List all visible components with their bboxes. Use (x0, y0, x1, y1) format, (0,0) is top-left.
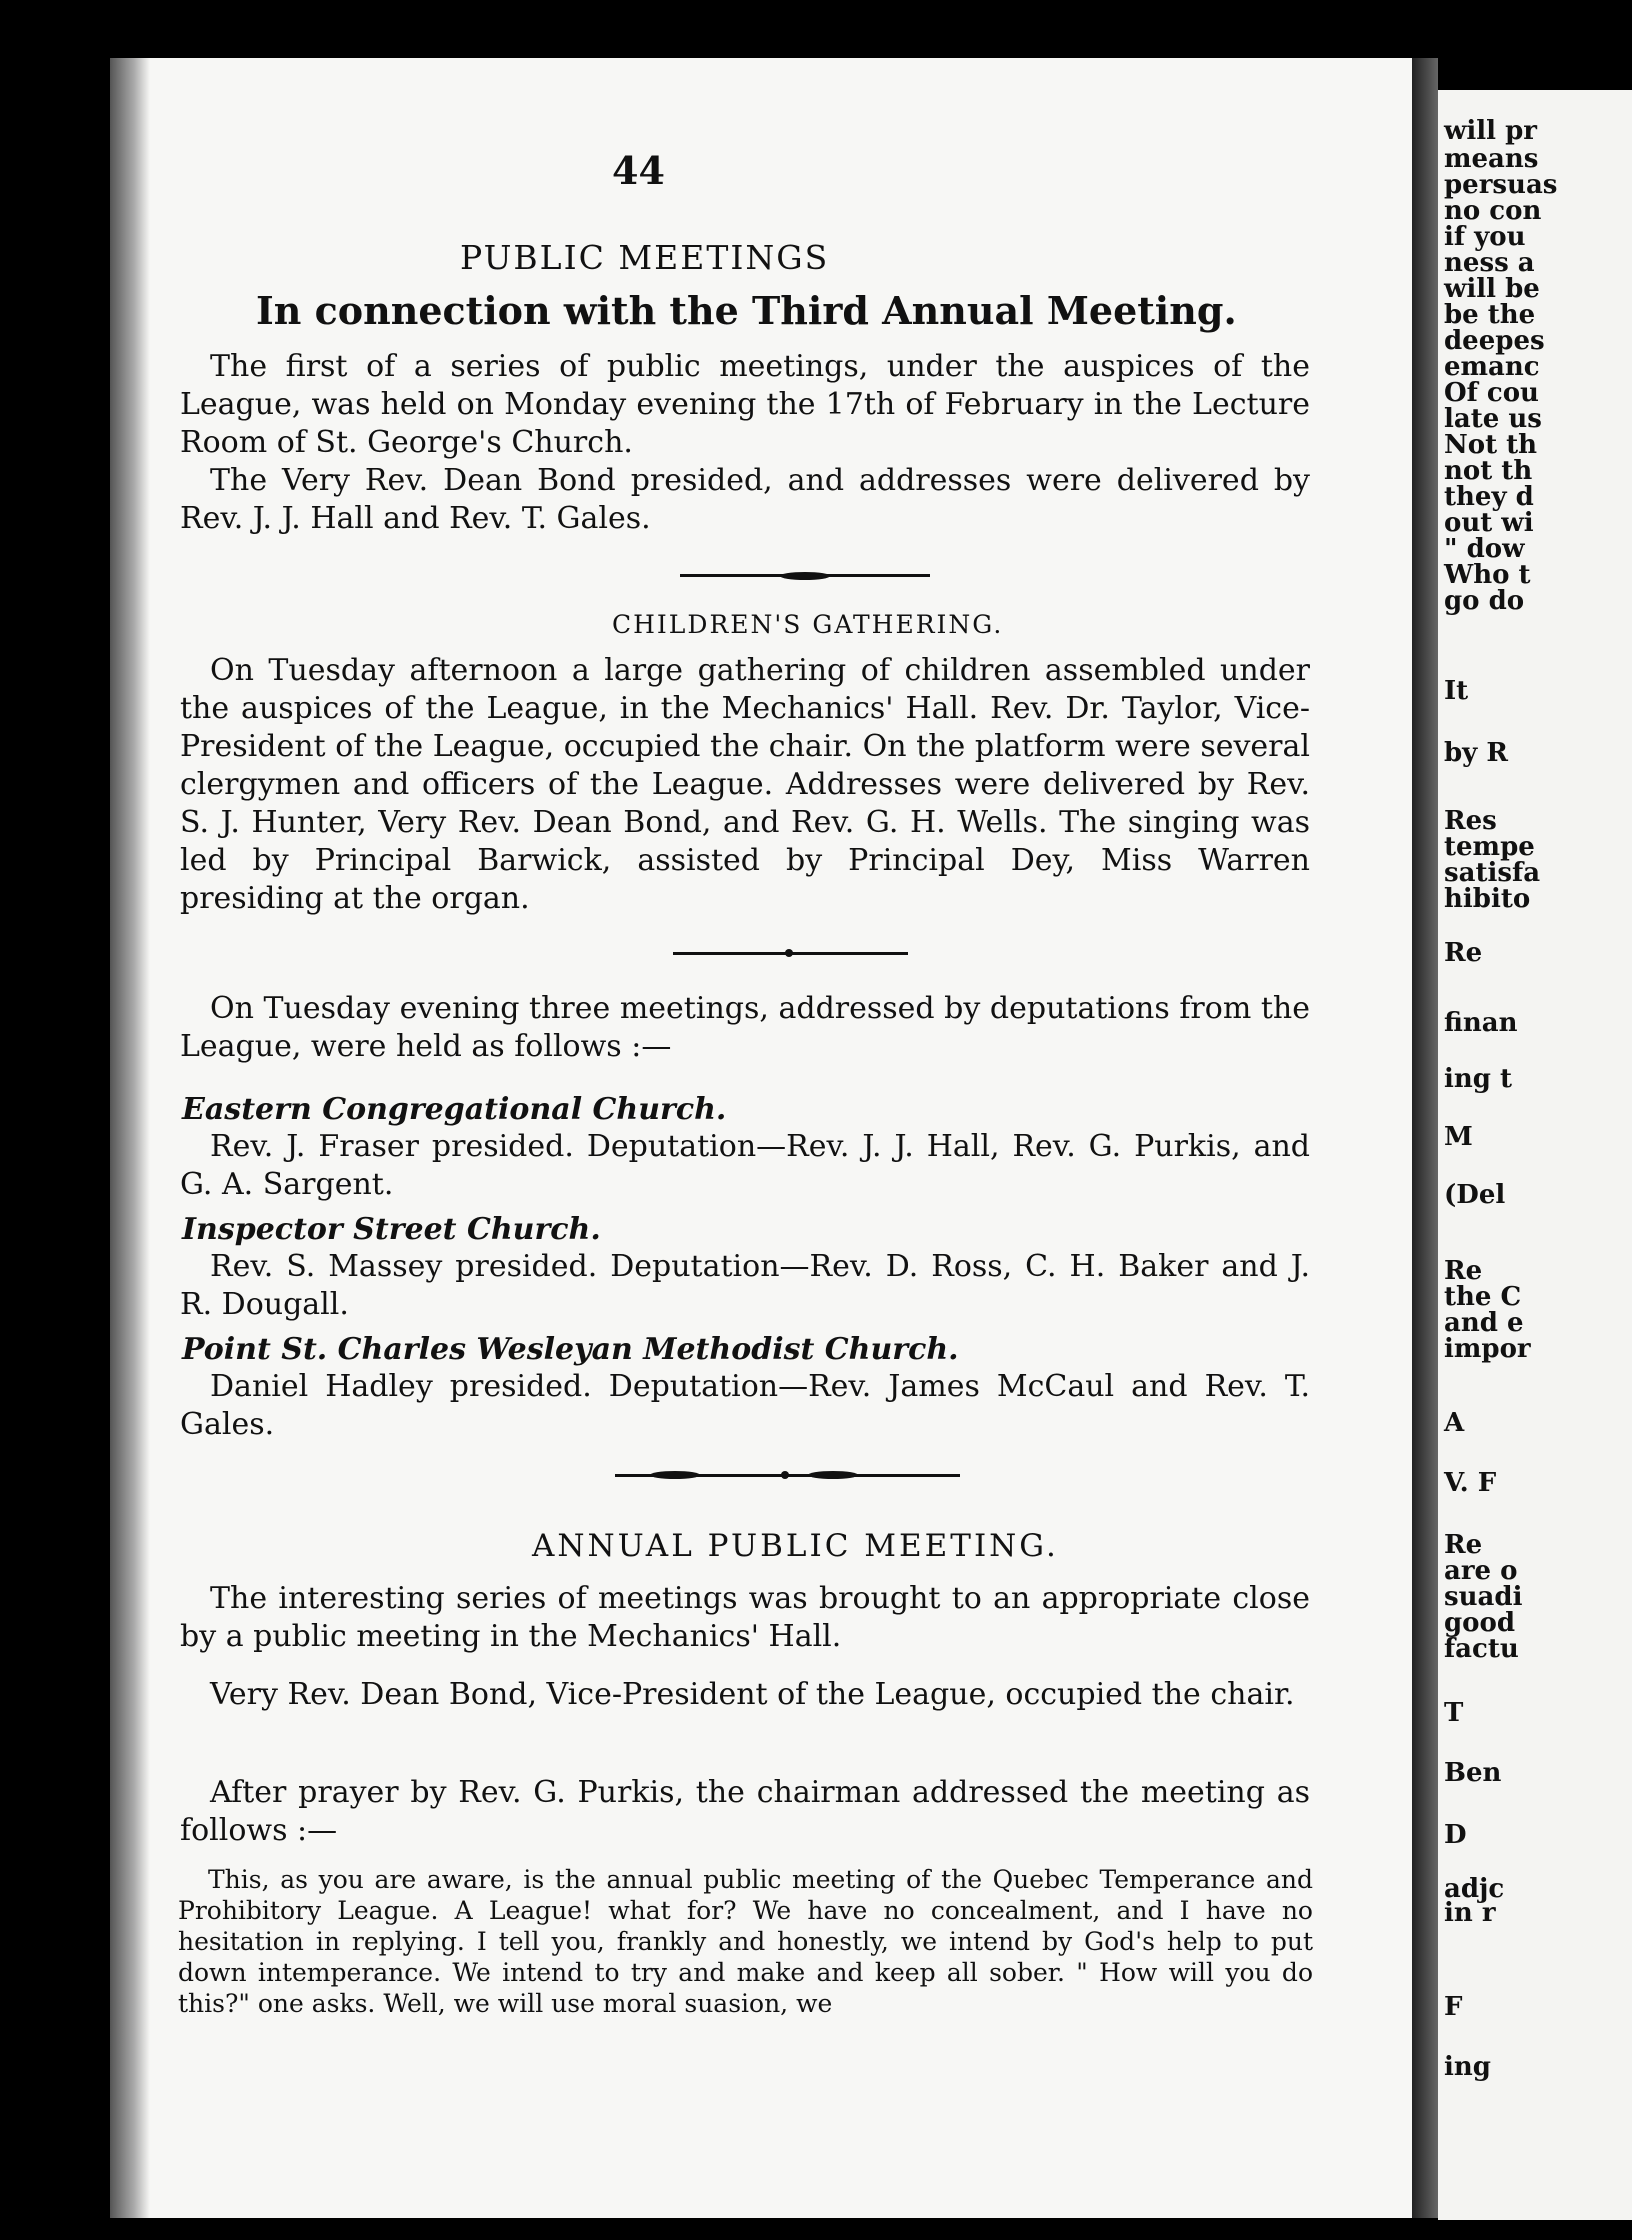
page-subheading: In connection with the Third Annual Meeting. (256, 288, 1237, 333)
intro-paragraph-1: The first of a series of public meetings, under the auspices of the League, was held on Monday evening the 17th of February in the Lecture Room of St. George's Church. (180, 349, 1310, 460)
childrens-gathering-text: On Tuesday afternoon a large gathering of children assembled under the auspices of the League, in the Mechanics' Hall. Rev. Dr. Taylor, Vice-President of the League, occupied the chair. On the platform were several clergymen and officers of the League. Addresses were delivered by Rev. S. J. Hunter, Very Rev. Dean Bond, and Rev. G. H. Wells. The singing was led by Principal Barwick, assisted by Principal Dey, Miss Warren presiding at the organ. (180, 653, 1310, 916)
right-page-fragment: finan (1444, 1008, 1518, 1038)
intro-paragraph-2: The Very Rev. Dean Bond presided, and addresses were delivered by Rev. J. J. Hall and Rev. T. Gales. (180, 463, 1310, 536)
right-page-fragment: factu (1444, 1634, 1519, 1664)
right-page-fragment: F (1444, 1992, 1463, 2022)
right-page-fragment: Re (1444, 1530, 1483, 1560)
right-page-fragment: deepes (1444, 326, 1545, 356)
right-page-fragment: in r (1444, 1898, 1496, 1928)
right-page-fragment: will be (1444, 274, 1540, 304)
divider-ornament (781, 1471, 789, 1479)
right-page-fragment: Of cou (1444, 378, 1539, 408)
right-page-fragment: suadi (1444, 1582, 1523, 1612)
right-page-fragment: A (1444, 1408, 1465, 1438)
right-page-fragment: emanc (1444, 352, 1540, 382)
right-page-fragment: It (1444, 676, 1469, 706)
right-page-fragment: ness a (1444, 248, 1535, 278)
right-page-fragment: not th (1444, 456, 1533, 486)
divider-ornament (808, 1471, 858, 1479)
page-number: 44 (612, 148, 665, 193)
right-page-fragment: ing t (1444, 1064, 1513, 1094)
book-page-right (1438, 90, 1632, 2220)
annual-paragraph-3: After prayer by Rev. G. Purkis, the chairman addressed the meeting as follows :— (180, 1775, 1310, 1848)
meeting-details: Rev. S. Massey presided. Deputation—Rev. D. Ross, C. H. Baker and J. R. Dougall. (180, 1249, 1310, 1322)
church-name: Eastern Congregational Church. (182, 1092, 727, 1127)
meeting-details: Daniel Hadley presided. Deputation—Rev. James McCaul and Rev. T. Gales. (180, 1369, 1310, 1442)
right-page-fragment: tempe (1444, 832, 1535, 862)
right-page-fragment: they d (1444, 482, 1534, 512)
right-page-fragment: hibito (1444, 884, 1531, 914)
childrens-gathering-title: CHILDREN'S GATHERING. (612, 610, 1004, 639)
right-page-fragment: V. F (1444, 1468, 1497, 1498)
right-page-fragment: persuas (1444, 170, 1558, 200)
book-gutter (1412, 58, 1438, 2218)
right-page-fragment: Ben (1444, 1758, 1502, 1788)
right-page-fragment: go do (1444, 586, 1525, 616)
right-page-fragment: impor (1444, 1334, 1531, 1364)
right-page-fragment: if you (1444, 222, 1526, 252)
annual-paragraph-2: Very Rev. Dean Bond, Vice-President of the League, occupied the chair. (210, 1677, 1295, 1712)
right-page-fragment: out wi (1444, 508, 1534, 538)
right-page-fragment: T (1444, 1698, 1464, 1728)
evening-intro: On Tuesday evening three meetings, addressed by deputations from the League, were held as follows :— (180, 991, 1310, 1064)
right-page-fragment: adjc (1444, 1874, 1505, 1904)
right-page-fragment: Not th (1444, 430, 1538, 460)
right-page-fragment: " dow (1444, 534, 1525, 564)
divider-ornament (650, 1471, 700, 1479)
right-page-fragment: Res (1444, 806, 1497, 836)
right-page-fragment: M (1444, 1122, 1473, 1152)
right-page-fragment: the C (1444, 1282, 1522, 1312)
right-page-fragment: by R (1444, 738, 1508, 768)
right-page-fragment: satisfa (1444, 858, 1541, 888)
divider-ornament (785, 949, 793, 957)
right-page-fragment: (Del (1444, 1180, 1506, 1210)
right-page-fragment: good (1444, 1608, 1516, 1638)
right-page-fragment: ing (1444, 2052, 1491, 2082)
right-page-fragment: Who t (1444, 560, 1531, 590)
divider-ornament (780, 572, 830, 580)
church-name: Inspector Street Church. (182, 1212, 601, 1247)
chairman-address: This, as you are aware, is the annual public meeting of the Quebec Temperance and Prohibitory League. A League! what for? We have no concealment, and I have no hesitation in replying. I tell you, frankly and honestly, we intend by God's help to put down intemperance. We intend to try and make and keep all sober. " How will you do this?" one asks. Well, we will use moral suasion, we (178, 1865, 1313, 2018)
page-heading: PUBLIC MEETINGS (460, 238, 830, 277)
right-page-fragment: no con (1444, 196, 1542, 226)
page-shadow (110, 58, 150, 2218)
right-page-fragment: late us (1444, 404, 1542, 434)
right-page-fragment: Re (1444, 1256, 1483, 1286)
right-page-fragment: are o (1444, 1556, 1518, 1586)
right-page-fragment: will pr (1444, 116, 1537, 146)
right-page-fragment: Re (1444, 938, 1483, 968)
right-page-fragment: and e (1444, 1308, 1524, 1338)
right-page-fragment: D (1444, 1820, 1467, 1850)
right-page-fragment: be the (1444, 300, 1536, 330)
meeting-details: Rev. J. Fraser presided. Deputation—Rev. J. J. Hall, Rev. G. Purkis, and G. A. Sargent. (180, 1129, 1310, 1202)
right-page-fragment: means (1444, 144, 1539, 174)
annual-paragraph-1: The interesting series of meetings was brought to an appropriate close by a public meeting in the Mechanics' Hall. (180, 1581, 1310, 1654)
annual-meeting-title: ANNUAL PUBLIC MEETING. (532, 1528, 1059, 1564)
church-name: Point St. Charles Wesleyan Methodist Church. (182, 1332, 959, 1367)
